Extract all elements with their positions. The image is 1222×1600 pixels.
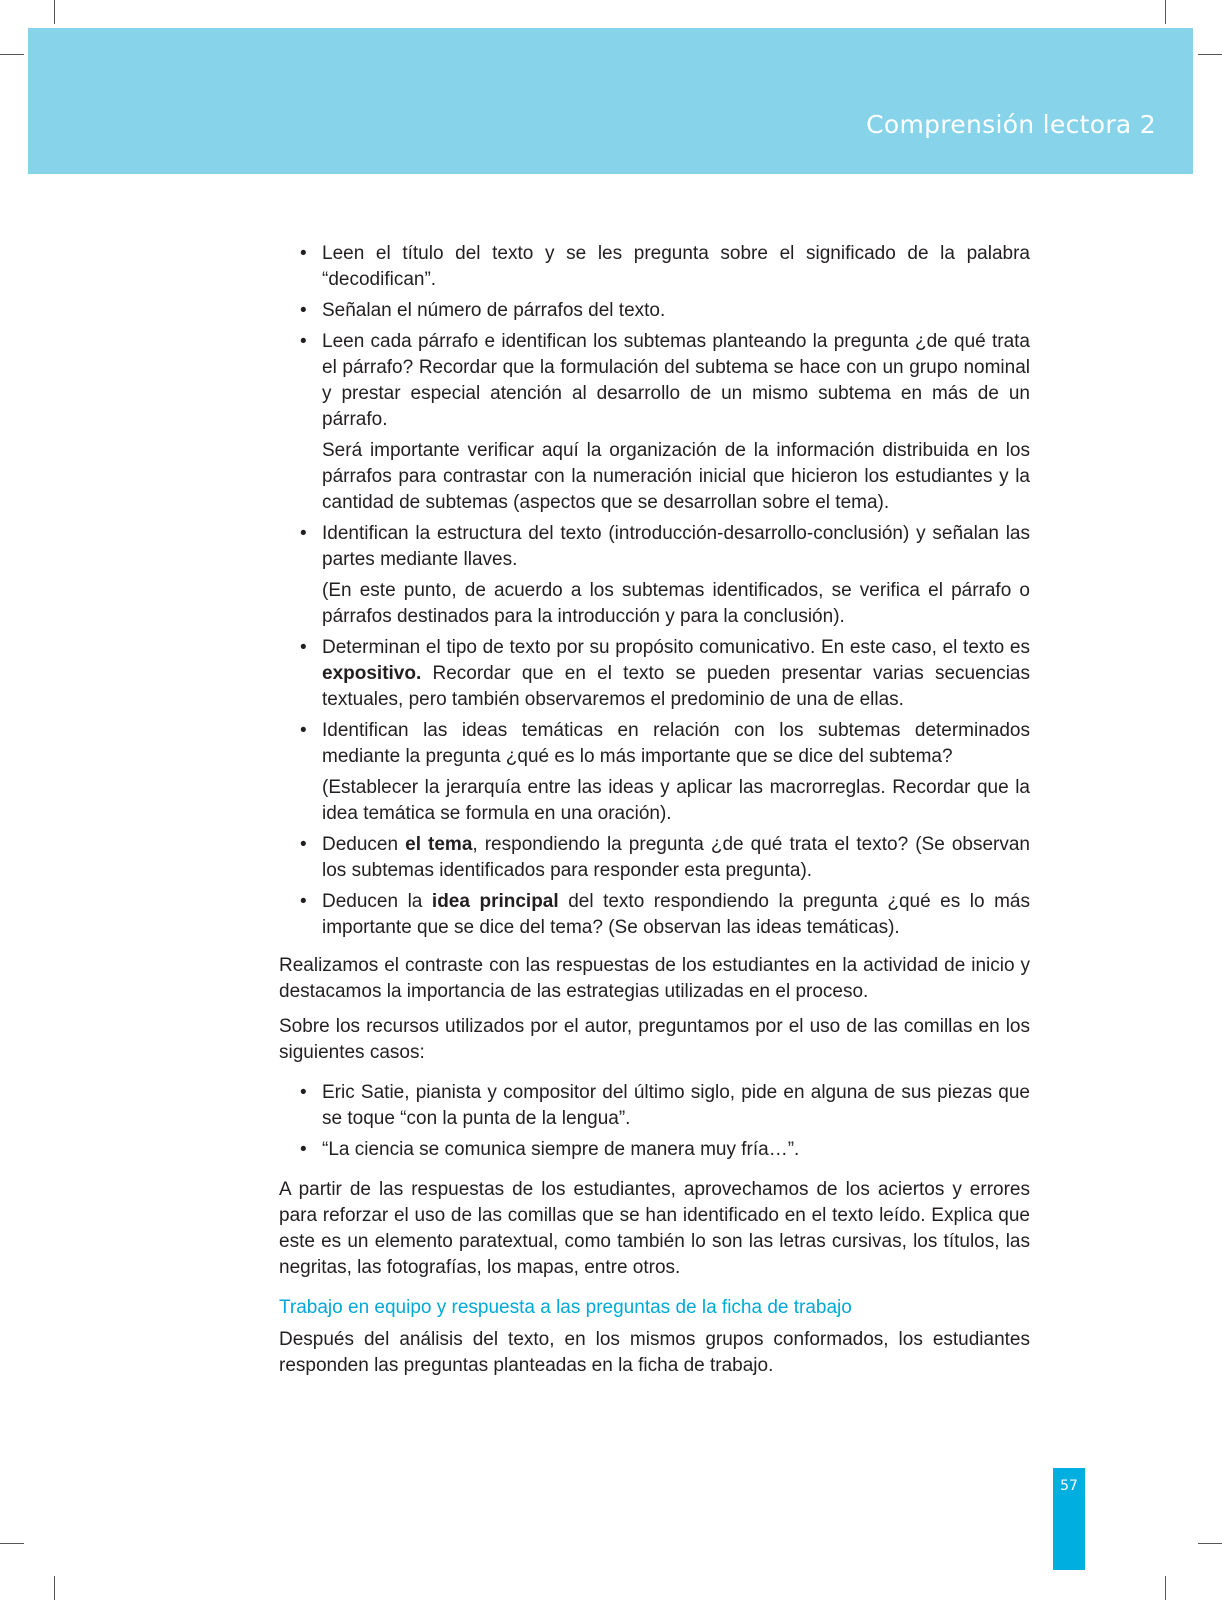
crop-mark xyxy=(1165,0,1166,24)
procedure-list xyxy=(279,241,1030,941)
list-item xyxy=(279,241,1030,293)
bullet-icon: • xyxy=(300,637,307,658)
body-paragraph: Realizamos el contraste con las respuestas de los estudiantes en la actividad de inicio y destacamos la importancia de las estrategias utilizadas en el proceso. xyxy=(279,955,1030,1002)
list-item xyxy=(279,1137,1030,1163)
list-item-note: (En este punto, de acuerdo a los subtemas identificados, se verifica el párrafo o párrafos destinados para la introducción y para la conclusión). xyxy=(322,580,1030,627)
bold-term: el tema xyxy=(405,834,473,855)
crop-mark xyxy=(0,1543,24,1544)
bullet-icon: • xyxy=(300,891,307,912)
bold-term: idea principal xyxy=(431,891,559,912)
list-item-text: “La ciencia se comunica siempre de manera muy fría…”. xyxy=(322,1139,800,1160)
list-item-note: Será importante verificar aquí la organización de la información distribuida en los párrafos para contrastar con la numeración inicial que hicieron los estudiantes y la cantidad de subtemas (aspectos que se desarrollan sobre el tema). xyxy=(322,440,1030,513)
page-number-tab xyxy=(1053,1468,1085,1570)
body-paragraph: A partir de las respuestas de los estudiantes, aprovechamos de los aciertos y errores para reforzar el uso de las comillas que se han identificado en el texto leído. Explica que este es un elemento paratextual, como también lo son las letras cursivas, los títulos, las negritas, las fotografías, los mapas, entre otros. xyxy=(279,1179,1030,1278)
header-band xyxy=(28,28,1193,174)
bullet-icon: • xyxy=(300,243,307,264)
text-run: Recordar que en el texto se pueden presentar varias secuencias textuales, pero también observaremos el predominio de una de ellas. xyxy=(322,663,1030,710)
header-title: Comprensión lectora 2 xyxy=(866,110,1156,139)
text-run: Deducen la xyxy=(322,891,432,912)
page-number: 57 xyxy=(1060,1478,1078,1494)
list-item-text xyxy=(322,832,1030,884)
crop-mark xyxy=(1198,54,1222,55)
list-item-text: Identifican las ideas temáticas en relación con los subtemas determinados mediante la pregunta ¿qué es lo más importante que se dice del subtema? xyxy=(322,720,1030,767)
list-item-text: Señalan el número de párrafos del texto. xyxy=(322,300,666,321)
bold-term: expositivo. xyxy=(322,663,422,684)
list-item xyxy=(279,521,1030,630)
text-run: del texto respondiendo la pregunta ¿qué es lo más importante que se dice del tema? (Se observan las ideas temáticas). xyxy=(322,891,1030,938)
bullet-icon: • xyxy=(300,523,307,544)
list-item xyxy=(279,718,1030,827)
bullet-icon: • xyxy=(300,1082,307,1103)
bullet-icon: • xyxy=(300,720,307,741)
crop-mark xyxy=(54,0,55,24)
crop-mark xyxy=(1165,1576,1166,1600)
list-item xyxy=(279,889,1030,941)
list-item xyxy=(279,832,1030,884)
text-run: Deducen xyxy=(322,834,406,855)
list-item xyxy=(279,298,1030,324)
list-item xyxy=(279,329,1030,516)
bullet-icon: • xyxy=(300,1139,307,1160)
crop-mark xyxy=(1198,1543,1222,1544)
list-item-text: Leen el título del texto y se les pregunta sobre el significado de la palabra “decodifican”. xyxy=(322,243,1030,290)
crop-mark xyxy=(54,1576,55,1600)
list-item-text: Eric Satie, pianista y compositor del último siglo, pide en alguna de sus piezas que se toque “con la punta de la lengua”. xyxy=(322,1082,1030,1129)
body-paragraph: Sobre los recursos utilizados por el autor, preguntamos por el uso de las comillas en los siguientes casos: xyxy=(279,1016,1030,1063)
bullet-icon: • xyxy=(300,331,307,352)
list-item-note: (Establecer la jerarquía entre las ideas y aplicar las macrorreglas. Recordar que la idea temática se formula en una oración). xyxy=(322,777,1030,824)
text-run: Determinan el tipo de texto por su propósito comunicativo. En este caso, el texto es xyxy=(322,637,1030,658)
list-item-text: Identifican la estructura del texto (introducción-desarrollo-conclusión) y señalan las partes mediante llaves. xyxy=(322,523,1030,570)
body-paragraph: Después del análisis del texto, en los mismos grupos conformados, los estudiantes responden las preguntas planteadas en la ficha de trabajo. xyxy=(279,1329,1030,1376)
bullet-icon: • xyxy=(300,834,307,855)
section-heading: Trabajo en equipo y respuesta a las preguntas de la ficha de trabajo xyxy=(279,1297,852,1318)
list-item-text xyxy=(322,635,1030,713)
list-item-text xyxy=(322,889,1030,941)
text-run: , respondiendo la pregunta ¿de qué trata el texto? (Se observan los subtemas identificados para responder esta pregunta). xyxy=(322,834,1030,881)
quotes-list xyxy=(279,1080,1030,1163)
list-item xyxy=(279,635,1030,713)
list-item-text: Leen cada párrafo e identifican los subtemas planteando la pregunta ¿de qué trata el párrafo? Recordar que la formulación del subtema se hace con un grupo nominal y prestar especial atención al desarrollo de un mismo subtema en más de un párrafo. xyxy=(322,331,1030,430)
page-content xyxy=(279,241,1030,1388)
crop-mark xyxy=(0,54,24,55)
bullet-icon: • xyxy=(300,300,307,321)
list-item xyxy=(279,1080,1030,1132)
